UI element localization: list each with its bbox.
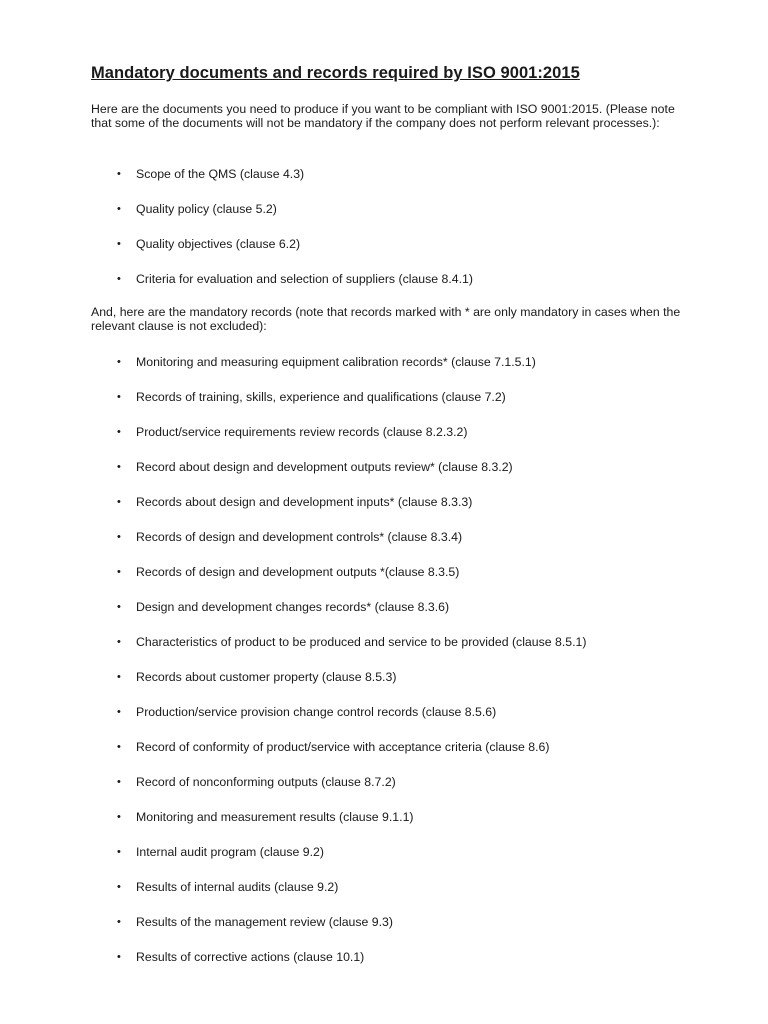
list-item: [0, 493, 768, 511]
list-item: [0, 353, 768, 371]
list-item-text: Record of nonconforming outputs (clause 8.7.2): [136, 775, 396, 789]
list-item-text: Scope of the QMS (clause 4.3): [136, 167, 305, 181]
list-item-text: Quality policy (clause 5.2): [136, 202, 277, 216]
list-item: [0, 773, 768, 791]
list-item: [0, 808, 768, 826]
list-item: [0, 668, 768, 686]
list-item: [0, 703, 768, 721]
list-item-text: Criteria for evaluation and selection of suppliers (clause 8.4.1): [136, 272, 473, 286]
list-item-text: Records of design and development controls* (clause 8.3.4): [136, 530, 463, 544]
list-item-text: Design and development changes records* (clause 8.3.6): [136, 600, 450, 614]
list-item: [0, 423, 768, 441]
list-item-text: Monitoring and measurement results (clause 9.1.1): [136, 810, 414, 824]
list-item: [0, 843, 768, 861]
list-item: [0, 270, 768, 288]
records-intro-paragraph: And, here are the mandatory records (note that records marked with * are only mandatory in cases when the relevant clause is not excluded):: [91, 305, 681, 334]
list-item-text: Records of design and development outputs *(clause 8.3.5): [136, 565, 460, 579]
bullet-icon: •: [117, 951, 121, 963]
list-item: [0, 738, 768, 756]
bullet-icon: •: [117, 531, 121, 543]
list-item: [0, 633, 768, 651]
list-item: [0, 878, 768, 896]
bullet-icon: •: [117, 461, 121, 473]
bullet-icon: •: [117, 811, 121, 823]
bullet-icon: •: [117, 601, 121, 613]
intro-paragraph: Here are the documents you need to produce if you want to be compliant with ISO 9001:2015. (Please note that some of the documents will not be mandatory if the company does not perform relevant processes.):: [91, 102, 675, 131]
list-item: [0, 388, 768, 406]
bullet-icon: •: [117, 741, 121, 753]
list-item-text: Production/service provision change control records (clause 8.5.6): [136, 705, 497, 719]
list-item-text: Product/service requirements review records (clause 8.2.3.2): [136, 425, 468, 439]
bullet-icon: •: [117, 168, 121, 180]
bullet-icon: •: [117, 566, 121, 578]
bullet-icon: •: [117, 916, 121, 928]
bullet-icon: •: [117, 671, 121, 683]
list-item-text: Record about design and development outputs review* (clause 8.3.2): [136, 460, 513, 474]
list-item: [0, 563, 768, 581]
list-item-text: Results of the management review (clause 9.3): [136, 915, 393, 929]
list-item-text: Records about customer property (clause 8.5.3): [136, 670, 397, 684]
bullet-icon: •: [117, 203, 121, 215]
list-item-text: Records about design and development inputs* (clause 8.3.3): [136, 495, 473, 509]
bullet-icon: •: [117, 391, 121, 403]
list-item: [0, 913, 768, 931]
bullet-icon: •: [117, 273, 121, 285]
bullet-icon: •: [117, 356, 121, 368]
list-item-text: Characteristics of product to be produced and service to be provided (clause 8.5.1): [136, 635, 587, 649]
list-item: [0, 165, 768, 183]
list-item-text: Results of corrective actions (clause 10.1): [136, 950, 365, 964]
bullet-icon: •: [117, 846, 121, 858]
list-item: [0, 528, 768, 546]
bullet-icon: •: [117, 426, 121, 438]
list-item-text: Monitoring and measuring equipment calibration records* (clause 7.1.5.1): [136, 355, 536, 369]
bullet-icon: •: [117, 776, 121, 788]
page-title: Mandatory documents and records required by ISO 9001:2015: [91, 64, 580, 82]
bullet-icon: •: [117, 636, 121, 648]
bullet-icon: •: [117, 496, 121, 508]
list-item: [0, 200, 768, 218]
list-item-text: Record of conformity of product/service with acceptance criteria (clause 8.6): [136, 740, 550, 754]
bullet-icon: •: [117, 706, 121, 718]
list-item-text: Results of internal audits (clause 9.2): [136, 880, 339, 894]
list-item-text: Quality objectives (clause 6.2): [136, 237, 301, 251]
list-item: [0, 948, 768, 966]
list-item: [0, 235, 768, 253]
list-item: [0, 458, 768, 476]
list-item: [0, 598, 768, 616]
bullet-icon: •: [117, 238, 121, 250]
list-item-text: Internal audit program (clause 9.2): [136, 845, 324, 859]
list-item-text: Records of training, skills, experience and qualifications (clause 7.2): [136, 390, 506, 404]
bullet-icon: •: [117, 881, 121, 893]
